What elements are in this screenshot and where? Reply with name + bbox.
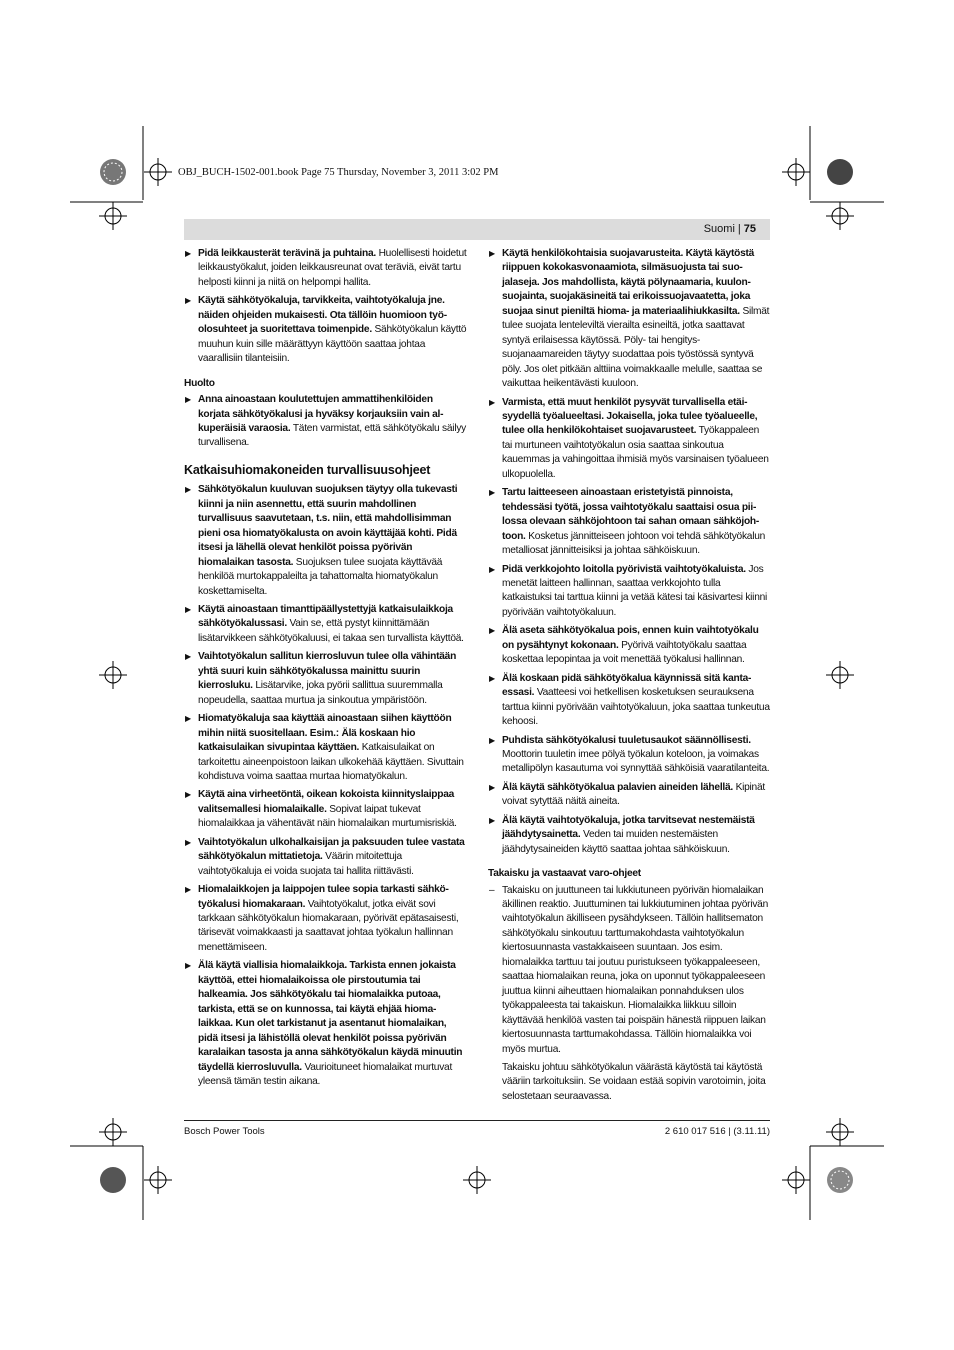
bullet-arrow-icon: ▶	[185, 249, 191, 258]
instruction-text: Täten varmistat, että sähkötyökalu säilyy turvallisena.	[198, 422, 467, 449]
instruction-bold: Pidä leikkausterät terävinä ja puhtaina.	[198, 248, 376, 259]
bullet-arrow-icon: ▶	[185, 790, 191, 800]
color-target-icon	[100, 1167, 126, 1193]
dash-icon: –	[489, 884, 495, 896]
bullet-arrow-icon: ▶	[185, 604, 191, 614]
color-target-icon	[827, 159, 853, 185]
bullet-arrow-icon: ▶	[489, 735, 495, 745]
instruction-bold: Sähkötyökalun kuuluvan suojuksen täytyy olla tukevasti kiinni ja niin asennettu, että suurin mahdollinen turvallisuus saavutetaan, t.s. niin, että mahdollisimman pieni osa hiomatyökalusta on avoin käyttäjää kohti. Pidä itsesi ja lähellä olevat henkilöt poissa pyörivän hiomalaikan tasosta.	[198, 484, 458, 568]
instruction-bold: Varmista, että muut henkilöt pysyvät turvallisella etäisyydellä työalueeltasi. Jokaisella, joka tulee työalueelle, tulee olla henkilökohtaiset suojavarusteet.	[502, 396, 758, 437]
instruction-text: Väärin mitoitettuja vaihtotyökaluja ei voida suojata tai hallita riittävästi.	[198, 851, 414, 877]
bullet-arrow-icon: ▶	[489, 626, 495, 636]
bullet-arrow-icon: ▶	[185, 395, 191, 405]
bullet-arrow-icon: ▶	[489, 673, 495, 683]
crosshair-icon	[99, 1118, 127, 1146]
crosshair-icon	[144, 1166, 172, 1194]
instruction-text: Moottorin tuuletin imee pölyä työkalun koteloon, ja voimakas metallipölyn kasautuma voi synnyttää sähköisiä vaaratilanteita.	[502, 748, 770, 775]
instruction-bold: Hiomalaikkojen ja laippojen tulee sopia tarkasti sähkötyökalusi hiomakaraan.	[198, 884, 449, 910]
instruction-text: Työkappaleen tai murtuneen vaihtotyökalun osia saattaa sinkoutua kauemmas ja vahingoittaa ihmisiä myös varsinaisen työalueen ulkopuolella.	[502, 425, 769, 480]
footer-doc-code: 2 610 017 516 | (3.11.11)	[664, 1126, 770, 1137]
paragraph: Takaisku johtuu sähkötyökalun väärästä käytöstä tai käytöstä vääriin tarkoituksiin. Se voidaan estää sopivin varotoimin, joita selostetaan seuraavassa.	[502, 1062, 766, 1102]
instruction-bold: Anna ainoastaan koulutettujen ammattihenkilöiden korjata sähkötyökalusi ja hyväksy korjauksiin vain alkuperäisiä varaosia.	[198, 394, 444, 434]
instruction-text: Katkaisulaikat on tarkoitettu aineenpoistoon laikan ulkokehää käyttäen. Sivuttain kohdistuva voima saattaa murtaa hiomatyökalun.	[198, 742, 464, 782]
crosshair-icon	[782, 1166, 810, 1194]
bullet-arrow-icon: ▶	[489, 564, 495, 574]
instruction-text: Pyörivä vaihtotyökalu saattaa koskettaa lepopintaa ja voit menettää työkalusi hallinnan.	[502, 639, 747, 666]
crosshair-icon	[144, 158, 172, 186]
section-heading: Katkaisuhiomakoneiden turvallisuusohjeet	[184, 462, 431, 477]
color-target-icon	[827, 1167, 853, 1193]
bullet-arrow-icon: ▶	[489, 815, 495, 825]
instruction-text: Huolellisesti hoidetut leikkaustyökalut, joiden leikkausreunat ovat teräviä, eivät tartu helposti kiinni ja niitä on helpompi hallita.	[198, 248, 467, 288]
file-slug: OBJ_BUCH-1502-001.book Page 75 Thursday, November 3, 2011 3:02 PM	[178, 167, 499, 178]
instruction-bold: Tartu laitteeseen ainoastaan eristetyistä pinnoista, tehdessäsi työtä, jossa vaihtotyökalu saattaisi osua piilossa olevaan sähköjohtoon tai sahan omaan sähköjohtoon.	[502, 487, 760, 542]
bullet-arrow-icon: ▶	[185, 837, 191, 847]
bullet-arrow-icon: ▶	[489, 249, 495, 258]
section-heading: Huolto	[184, 377, 215, 389]
instruction-text: Jos menetät laitteen hallinnan, saattaa verkkojohto tulla katkaistuksi tai tarttua kiinni ja vetää kätesi tai käsivartesi kiinni pyörivään vaihtotyökaluun.	[502, 563, 768, 618]
color-target-icon	[100, 159, 126, 185]
bullet-arrow-icon: ▶	[185, 652, 191, 662]
bullet-arrow-icon: ▶	[489, 782, 495, 792]
instruction-bold: Vaihtotyökalun sallitun kierrosluvun tulee olla vähintään yhtä suuri kuin sähkötyökalussa mainittu suurin kierrosluku.	[198, 651, 457, 692]
instruction-bold: Älä käytä vaihtotyökaluja, jotka tarvitsevat nestemäistä jäähdytysainetta.	[502, 814, 755, 841]
instruction-bold: Käytä aina virheetöntä, oikean kokoista kiinnityslaippaa valitsemallesi hiomalaikalle.	[198, 789, 455, 815]
instruction-text: Vaurioituneet hiomalaikat murtuvat yleensä tämän testin aikana.	[198, 1061, 453, 1088]
instruction-bold: Käytä ainoastaan timanttipäällystettyjä katkaisulaikkoja sähkötyökalussasi.	[198, 603, 453, 630]
instruction-text: Takaisku on juuttuneen tai lukkiutuneen pyörivän hiomalaikan äkillinen reaktio. Juuttuminen tai lukkiutuminen johtaa pyörivän vaihtotyökalun äkilliseen pysähdykseen. Tällöin hallitsematon sähkötyökalu sinkoutuu tarttumakohdasta vaihtotyökalun kiertosuunnasta vastakkaiseen suuntaan. Jos esim. hiomalaikka tarttuu tai joutuu puristukseen työkappaleeseen, saattaa hiomalaikan reuna, joka on uponnut työkappaleeseen juuttua kiinni aiheuttaen hiomalaikan ponnahduksen ulos työkappaleesta tai takaiskun. Hiomalaikka liikkuu silloin käyttävää henkilöä vasten tai poispäin hänestä riippuen laikan kiertosuunnasta tarttumakohdassa. Tällöin hiomalaikka voi myös murtua.	[502, 884, 769, 1055]
bullet-arrow-icon: ▶	[185, 885, 191, 895]
instruction-text: Vain se, että pystyt kiinnittämään lisätarvikkeen sähkötyökaluusi, ei takaa sen turvallista käyttöä.	[198, 618, 464, 644]
bullet-arrow-icon: ▶	[185, 714, 191, 724]
instruction-text: Sähkötyökalun käyttö muuhun kuin sille määrättyyn käyttöön saattaa johtaa vaarallisiin tilanteisiin.	[198, 324, 467, 365]
crosshair-icon	[782, 158, 810, 186]
crosshair-icon	[99, 202, 127, 230]
crosshair-icon	[826, 661, 854, 689]
instruction-bold: Käytä henkilökohtaisia suojavarusteita. Käytä käytöstä riippuen kokokasvonaamiota, silmäsuojusta tai suojalaseja. Jos mahdollista, käytä pölynaamaria, kuulonsuojainta, suojakäsineitä tai erikoissuojavaatetta, joka suojaa sinut pieniltä hioma- ja materiaalihiukkasilta.	[502, 248, 755, 317]
instruction-bold: Älä käytä sähkötyökalua palavien aineiden lähellä.	[502, 781, 733, 793]
footer-publisher: Bosch Power Tools	[184, 1126, 265, 1137]
bullet-arrow-icon: ▶	[185, 296, 191, 306]
instruction-text: Veden tai muiden nestemäisten jäähdytysaineiden käyttö saattaa johtaa sähköiskuun.	[502, 829, 730, 855]
instruction-bold: Pidä verkkojohto loitolla pyörivistä vaihtotyökaluista.	[502, 563, 746, 575]
header-section: Suomi	[703, 223, 735, 235]
bullet-arrow-icon: ▶	[489, 397, 495, 407]
instruction-bold: Käytä sähkötyökaluja, tarvikkeita, vaihtotyökaluja jne. näiden ohjeiden mukaisesti. Ota tällöin huomioon työolosuhteet ja suoritettava toimenpide.	[198, 295, 448, 336]
instruction-bold: Vaihtotyökalun ulkohalkaisijan ja paksuuden tulee vastata sähkötyökalun mittatietoja.	[198, 836, 465, 863]
bullet-arrow-icon: ▶	[185, 485, 191, 495]
instruction-bold: Älä koskaan pidä sähkötyökalua käynnissä sitä kantaessasi.	[502, 672, 752, 699]
instruction-bold: Hiomatyökaluja saa käyttää ainoastaan siihen käyttöön mihin niitä suositellaan. Esim.: Älä koskaan hio katkaisulaikan sivupintaa käyttäen.	[198, 713, 452, 754]
instruction-text: Sopivat laipat tukevat hiomalaikkaa ja vähentävät näin hiomalaikan murtumisriskiä.	[198, 803, 457, 830]
page-number: 75	[743, 223, 756, 235]
instruction-bold: Älä aseta sähkötyökalua pois, ennen kuin vaihtotyökalu on pysähtynyt kokonaan.	[502, 625, 759, 651]
header-separator: |	[737, 223, 741, 235]
instruction-text: Lisätarvike, joka pyörii sallittua suuremmalla nopeudella, saattaa murtua ja sinkoutua ympäristöön.	[198, 680, 443, 706]
instruction-text: Silmät tulee suojata lenteleviltä vierailta esineiltä, jotka saattavat syntyä erilaisessa käytössä. Pöly- tai hengityssuojanaamareiden täytyy suodattaa pois työstössä syntyvä pöly. Jos olet pitkään alttiina voimakkaalle melulle, saattaa se vaikuttaa heikentävästi kuuloon.	[502, 305, 770, 390]
crosshair-icon	[463, 1166, 491, 1194]
instruction-text: Vaihtotyökalut, jotka eivät sovi tarkkaan sähkötyökalun hiomakaraan, pyörivät epätasaisesti, tärisevät voimakkaasti ja saattavat johtaa työkalun hallinnan menettämiseen.	[198, 898, 459, 953]
crosshair-icon	[826, 1118, 854, 1146]
instruction-text: Suojuksen tulee suojata käyttävää henkilöä murtokappaleilta ja tahattomalta hiomatyökalun koskettamiselta.	[198, 556, 443, 597]
crosshair-icon	[99, 661, 127, 689]
bullet-arrow-icon: ▶	[489, 488, 495, 498]
instruction-text: Kosketus jännitteiseen johtoon voi tehdä sähkötyökalun metalliosat jännitteisiksi ja johtaa sähköiskuun.	[502, 530, 766, 557]
instruction-text: Kipinät voivat sytyttää näitä aineita.	[502, 781, 765, 808]
instruction-bold: Puhdista sähkötyökalusi tuuletusaukot säännöllisesti.	[502, 734, 751, 746]
section-heading: Takaisku ja vastaavat varo-ohjeet	[488, 868, 641, 880]
bullet-arrow-icon: ▶	[185, 961, 191, 971]
instruction-text: Vaatteesi voi hetkellisen kosketuksen seurauksena tarttua kiinni pyörivään vaihtotyökaluun, joka saattaa tunkeutua kehoosi.	[502, 687, 770, 728]
instruction-bold: Älä käytä viallisia hiomalaikkoja. Tarkista ennen jokaista käyttöä, ettei hiomalaikoissa ole pirstoutumia tai halkeamia. Jos sähkötyökalu tai hiomalaikka putoaa, tarkista, että se on kunnossa, tai käytä ehjää hiomalaikkaa. Kun olet tarkistanut ja asentanut hiomalaikan, pidä itsesi ja lähistöllä olevat henkilöt poissa pyörivän karalaikan tasosta ja anna sähkötyökalun käydä minuutin täydellä kierrosluvulla.	[198, 960, 463, 1073]
crosshair-icon	[826, 202, 854, 230]
